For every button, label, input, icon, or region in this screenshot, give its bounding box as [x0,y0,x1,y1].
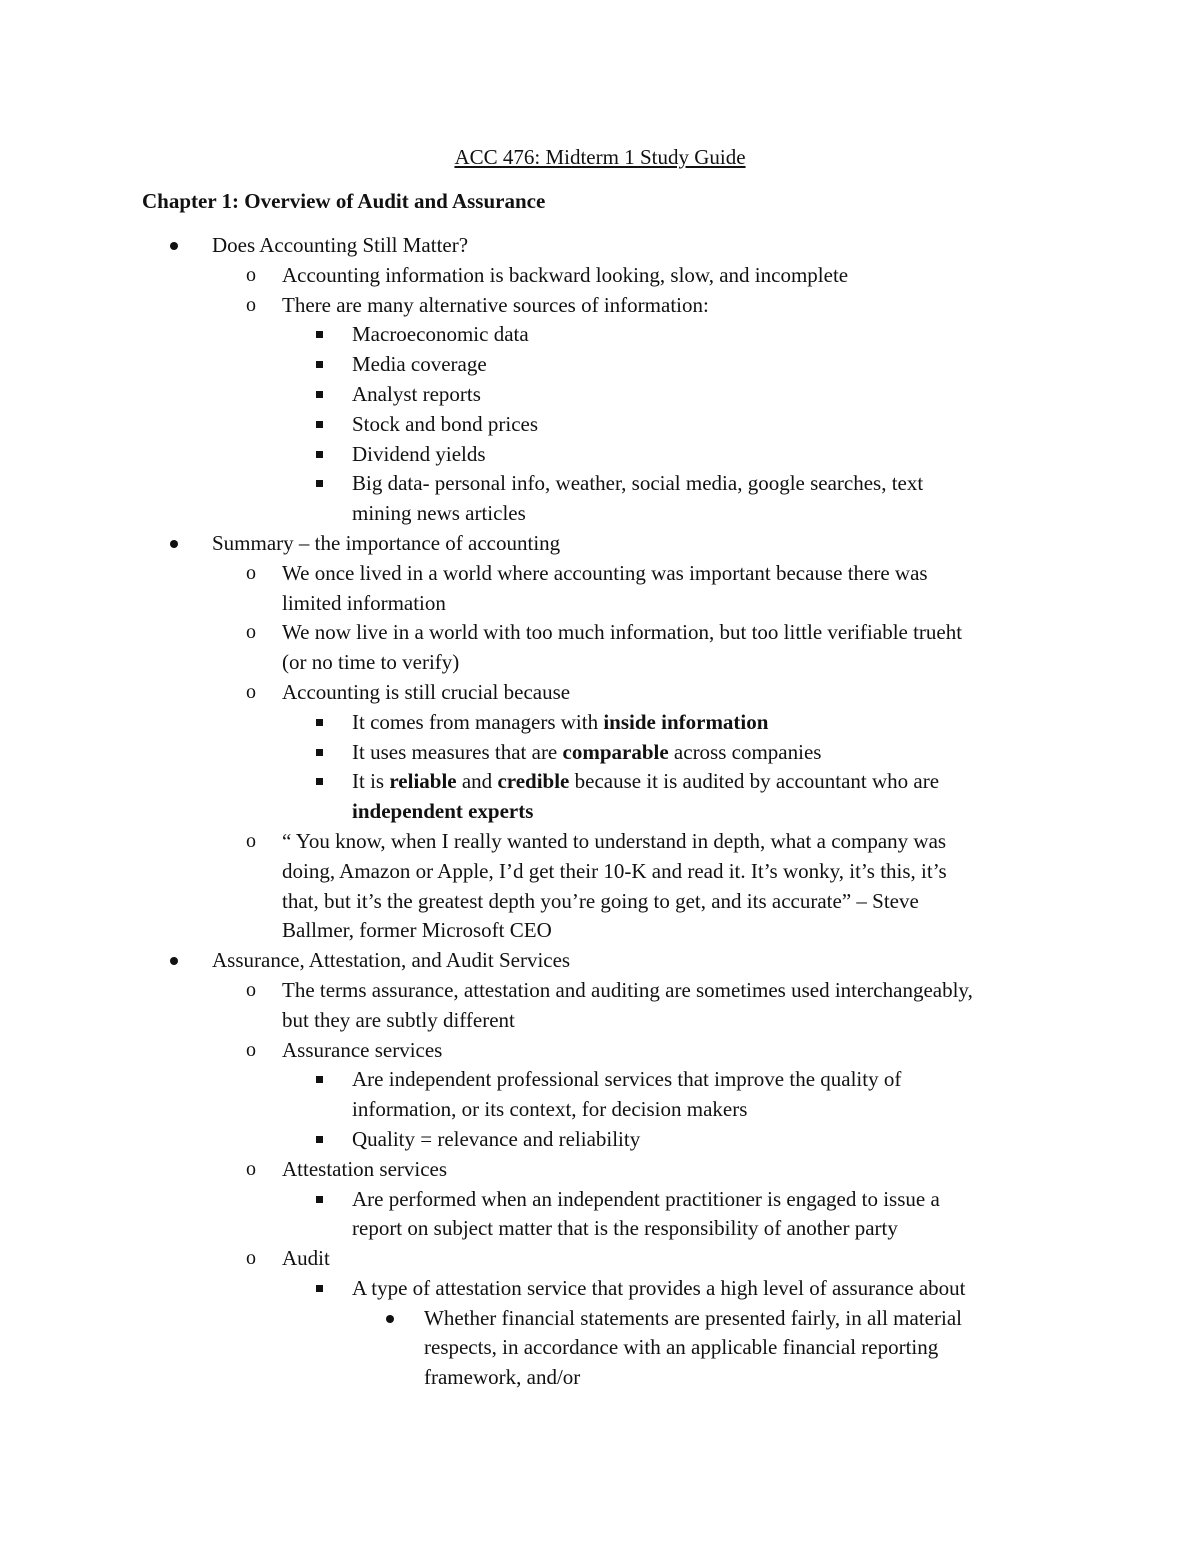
text-segment: because it is audited by accountant who are [569,769,940,794]
list-item [0,261,1200,291]
list-item-continuation [0,1006,1200,1036]
list-item [0,708,1200,738]
list-item-text [424,1363,580,1393]
list-item-text [282,827,946,857]
list-item-continuation [0,916,1200,946]
list-item-continuation [0,1363,1200,1393]
bullet-square-icon [316,767,323,797]
list-item-text [352,1065,901,1095]
list-item [0,559,1200,589]
bullet-square-icon [316,1185,323,1215]
list-item [0,618,1200,648]
list-item-text [352,320,529,350]
bullet-circle-icon: o [246,978,256,1001]
bullet-square-icon [316,469,323,499]
list-item-text [424,1333,938,1363]
bullet-circle-icon: o [246,829,256,852]
text-segment: Summary – the importance of accounting [212,530,561,555]
list-item-text [282,291,709,321]
bullet-disc-icon [170,231,178,261]
bold-text: inside information [603,709,769,734]
list-item-text [282,857,947,887]
bullet-square-icon [316,350,323,380]
list-item-continuation [0,857,1200,887]
list-item-text [352,469,923,499]
text-segment: across companies [668,739,822,764]
list-item-text [282,618,962,648]
bullet-square-icon [316,380,323,410]
text-segment: mining news articles [352,501,526,526]
list-item [0,827,1200,857]
text-segment: There are many alternative sources of information: [282,292,709,317]
text-segment: Ballmer, former Microsoft CEO [282,918,552,943]
list-item [0,1065,1200,1095]
text-segment: It uses measures that are [352,739,563,764]
text-segment: Media coverage [352,352,487,377]
chapter-heading: Chapter 1: Overview of Audit and Assurance [142,189,546,213]
text-segment: Whether financial statements are presented fairly, in all material [424,1305,962,1330]
list-item-text [352,1274,965,1304]
bullet-circle-icon: o [246,1038,256,1061]
text-segment: “ You know, when I really wanted to understand in depth, what a company was [282,828,947,853]
list-item-text [352,767,939,797]
text-segment: report on subject matter that is the responsibility of another party [352,1216,898,1241]
text-segment: Are independent professional services that improve the quality of [352,1067,902,1092]
bullet-square-icon [316,1125,323,1155]
list-item-text [352,440,486,470]
bullet-square-icon [316,440,323,470]
list-item-text [352,1214,898,1244]
bullet-circle-icon: o [246,680,256,703]
list-item [0,738,1200,768]
list-item [0,1185,1200,1215]
list-item-text [352,410,538,440]
list-item [0,678,1200,708]
text-segment: Dividend yields [352,441,486,466]
text-segment: We once lived in a world where accounting was important because there was [282,560,928,585]
list-item-continuation [0,648,1200,678]
bullet-circle-icon: o [246,561,256,584]
bullet-circle-icon: o [246,1157,256,1180]
list-item-text [282,887,919,917]
list-item-continuation [0,887,1200,917]
list-item-text [282,1244,330,1274]
list-item-text [282,976,973,1006]
bullet-square-icon [316,738,323,768]
text-segment: Assurance services [282,1037,443,1062]
text-segment: respects, in accordance with an applicable financial reporting [424,1335,939,1360]
list-item-text [282,1155,447,1185]
list-item-continuation [0,797,1200,827]
list-item-text [212,529,560,559]
list-item [0,380,1200,410]
text-segment: framework, and/or [424,1365,581,1390]
bullet-circle-icon: o [246,621,256,644]
bullet-square-icon [316,410,323,440]
list-item-text [352,708,768,738]
list-item-text [352,499,526,529]
text-segment: Stock and bond prices [352,411,539,436]
list-item [0,1244,1200,1274]
bold-text: credible [497,769,570,794]
text-segment: that, but it’s the greatest depth you’re going to get, and its accurate” – Steve [282,888,919,913]
text-segment: Are performed when an independent practitioner is engaged to issue a [352,1186,940,1211]
list-item-continuation [0,1214,1200,1244]
list-item [0,976,1200,1006]
text-segment: Accounting information is backward looking, slow, and incomplete [282,262,849,287]
bullet-square-icon [316,320,323,350]
bold-text: comparable [562,739,669,764]
text-segment: but they are subtly different [282,1007,515,1032]
list-item-text [282,1006,515,1036]
list-item-text [352,1125,640,1155]
list-item-continuation [0,1095,1200,1125]
text-segment: Does Accounting Still Matter? [212,233,469,257]
list-item [0,1036,1200,1066]
bold-text: reliable [389,769,457,794]
text-segment: and [456,769,498,794]
text-segment: It comes from managers with [352,709,604,734]
bullet-disc-icon [170,946,178,976]
list-item [0,469,1200,499]
list-item-text [282,559,928,589]
list-item [0,946,1200,976]
list-item [0,529,1200,559]
list-item [0,291,1200,321]
text-segment: information, or its context, for decision makers [352,1097,748,1122]
text-segment: We now live in a world with too much information, but too little verifiable trueht [282,620,963,645]
list-item-text [352,1185,940,1215]
list-item [0,1155,1200,1185]
list-item-text [282,916,552,946]
list-item [0,767,1200,797]
bold-text: independent experts [352,799,534,824]
bullet-circle-icon: o [246,1247,256,1270]
list-item-text [212,946,570,976]
list-item [0,231,1200,261]
list-item-text [282,1036,442,1066]
bullet-disc-icon [386,1304,394,1334]
text-segment: It is [352,769,390,794]
document-title: ACC 476: Midterm 1 Study Guide [454,145,746,169]
text-segment: Accounting is still crucial because [282,679,571,704]
outline-list [0,231,1200,1393]
text-segment: Analyst reports [352,381,481,406]
list-item-text [282,261,848,291]
list-item [0,410,1200,440]
text-segment: (or no time to verify) [282,650,460,675]
list-item-text [424,1304,962,1334]
bullet-disc-icon [170,529,178,559]
list-item-continuation [0,499,1200,529]
bullet-circle-icon: o [246,263,256,286]
text-segment: The terms assurance, attestation and auditing are sometimes used interchangeably, [282,977,973,1002]
list-item-text [352,380,481,410]
list-item-text [352,1095,747,1125]
list-item [0,1274,1200,1304]
text-segment: Quality = relevance and reliability [352,1126,641,1151]
bullet-square-icon [316,1274,323,1304]
list-item-text [352,350,487,380]
text-segment: Attestation services [282,1156,448,1181]
list-item-continuation [0,1333,1200,1363]
bullet-square-icon [316,708,323,738]
list-item-continuation [0,589,1200,619]
bullet-circle-icon: o [246,293,256,316]
list-item-text [352,797,533,827]
text-segment: Macroeconomic data [352,322,529,347]
text-segment: Assurance, Attestation, and Audit Services [212,948,571,973]
text-segment: A type of attestation service that provides a high level of assurance about [352,1275,966,1300]
text-segment: limited information [282,590,446,615]
text-segment: Big data- personal info, weather, social media, google searches, text [352,471,924,496]
list-item [0,1125,1200,1155]
bullet-square-icon [316,1065,323,1095]
text-segment: Audit [282,1246,330,1271]
list-item [0,1304,1200,1334]
text-segment: doing, Amazon or Apple, I’d get their 10-K and read it. It’s wonky, it’s this, it’s [282,858,947,883]
list-item-text [282,648,459,678]
list-item-text [352,738,821,768]
list-item [0,320,1200,350]
list-item-text [282,678,570,708]
list-item [0,440,1200,470]
list-item-text [212,231,468,261]
list-item [0,350,1200,380]
list-item-text [282,589,446,619]
